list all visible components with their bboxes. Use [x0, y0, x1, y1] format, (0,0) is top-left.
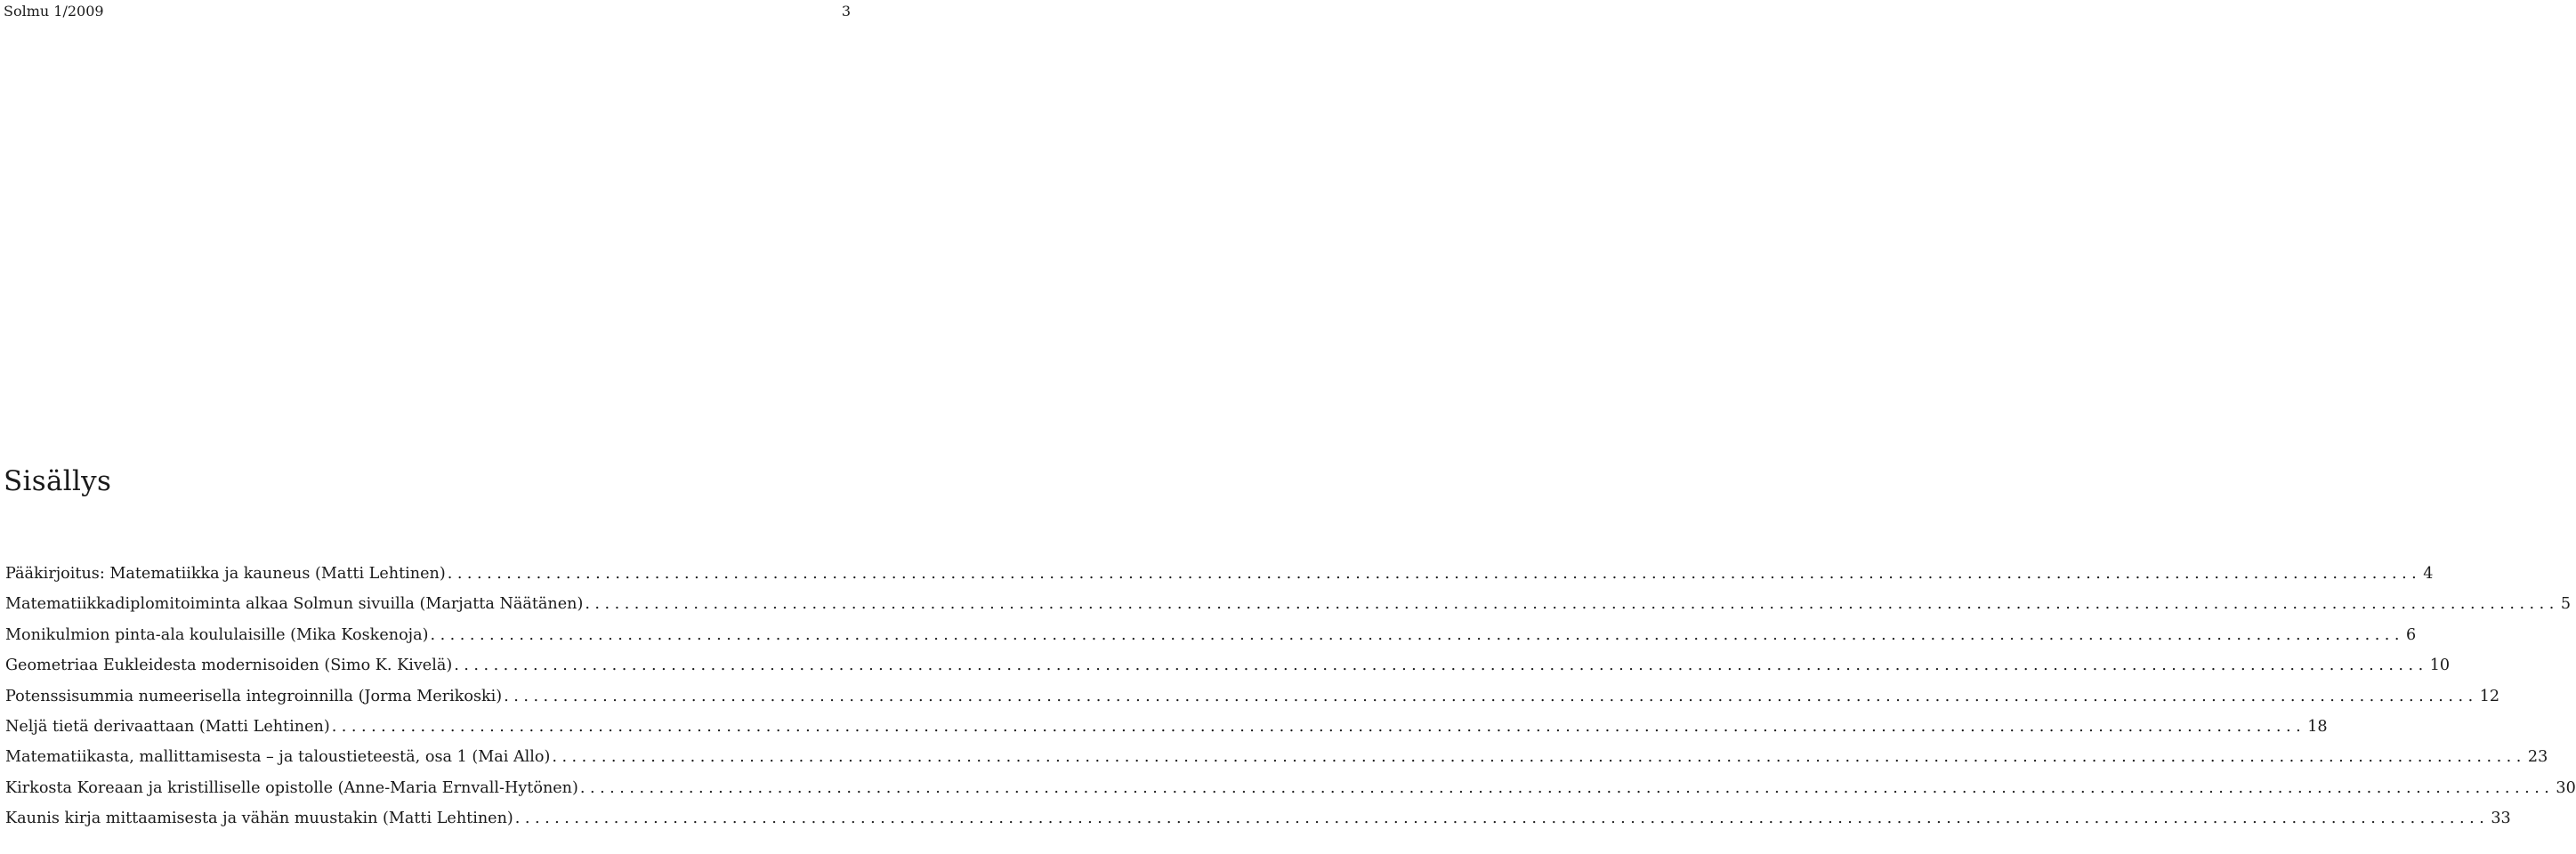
- dot-leader: ........................................................................................................................................................................................................: [430, 625, 2404, 644]
- page-number: 3: [841, 3, 851, 20]
- dot-leader: ........................................................................................................................................................................................................: [331, 717, 2306, 736]
- toc-entry-page: 18: [2307, 717, 2328, 736]
- toc-entry: [5, 681, 2500, 712]
- toc-entry: [5, 620, 2417, 650]
- dot-leader: ........................................................................................................................................................................................................: [454, 657, 2428, 675]
- toc-entry: [5, 650, 2451, 681]
- toc-heading: Sisällys: [4, 465, 112, 497]
- running-header: [4, 2, 851, 21]
- toc-entry-page: 4: [2423, 565, 2434, 583]
- toc-entry-title: Matematiikasta, mallittamisesta – ja taloustieteestä, osa 1 (Mai Allo): [5, 748, 551, 767]
- toc-entry-page: 10: [2429, 657, 2451, 675]
- journal-issue: Solmu 1/2009: [4, 3, 104, 20]
- toc-entry-page: 33: [2491, 810, 2511, 828]
- toc-entry-page: 12: [2479, 687, 2500, 705]
- toc-entry: [5, 712, 2328, 742]
- dot-leader: ........................................................................................................................................................................................................: [585, 595, 2559, 614]
- toc-entry-page: 6: [2406, 625, 2417, 644]
- dot-leader: ........................................................................................................................................................................................................: [504, 687, 2478, 705]
- toc-entry-title: Kirkosta Koreaan ja kristilliselle opistolle (Anne-Maria Ernvall-Hytönen): [5, 778, 578, 797]
- toc-entry-title: Neljä tietä derivaattaan (Matti Lehtinen): [5, 717, 330, 736]
- toc-entry-page: 23: [2527, 748, 2548, 767]
- dot-leader: ........................................................................................................................................................................................................: [579, 778, 2555, 797]
- toc-entry: [5, 742, 2548, 772]
- dot-leader: ........................................................................................................................................................................................................: [552, 748, 2526, 767]
- toc-entry-title: Pääkirjoitus: Matematiikka ja kauneus (Matti Lehtinen): [5, 565, 446, 583]
- toc-entry-title: Kaunis kirja mittaamisesta ja vähän muustakin (Matti Lehtinen): [5, 810, 513, 828]
- toc-entry: [5, 803, 2511, 834]
- dot-leader: ........................................................................................................................................................................................................: [514, 810, 2490, 828]
- toc-entry: [5, 773, 2576, 803]
- toc-entry-title: Potenssisummia numeerisella integroinnilla (Jorma Merikoski): [5, 687, 503, 705]
- toc-entry-title: Matematiikkadiplomitoiminta alkaa Solmun sivuilla (Marjatta Näätänen): [5, 595, 584, 614]
- toc-entry: [5, 589, 2572, 619]
- toc-entry: [5, 559, 2434, 589]
- dot-leader: ........................................................................................................................................................................................................: [447, 565, 2422, 583]
- toc-list: [5, 559, 2576, 834]
- toc-entry-page: 30: [2556, 778, 2576, 797]
- toc-entry-title: Geometriaa Eukleidesta modernisoiden (Simo K. Kivelä): [5, 657, 453, 675]
- toc-entry-page: 5: [2560, 595, 2572, 614]
- toc-entry-title: Monikulmion pinta-ala koululaisille (Mika Koskenoja): [5, 625, 429, 644]
